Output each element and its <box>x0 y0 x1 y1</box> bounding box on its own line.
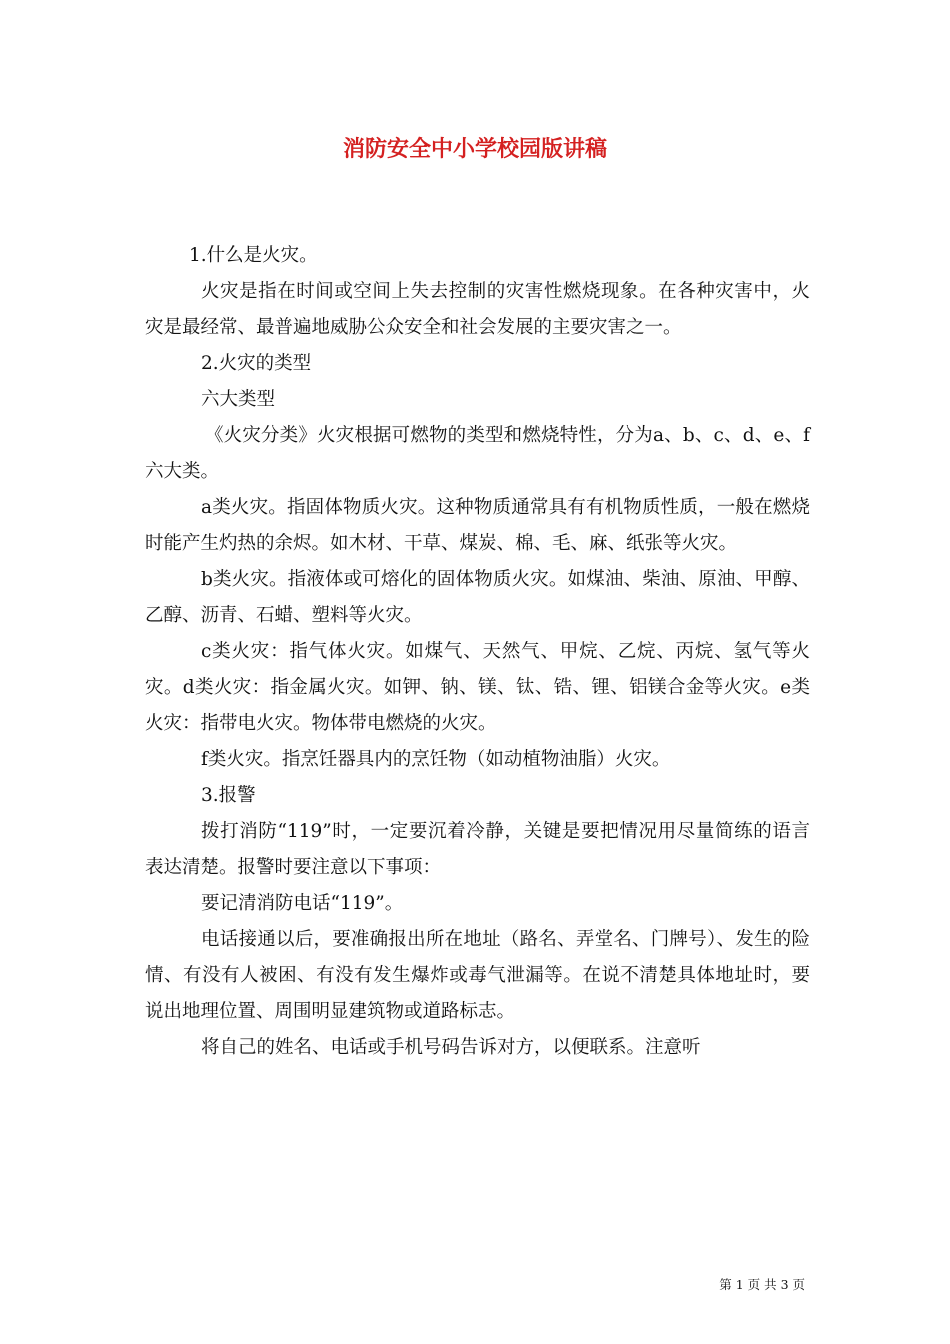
document-body <box>145 238 810 1066</box>
section-heading: 3.报警 <box>201 785 256 806</box>
section-heading: 1.什么是火灾。 <box>189 245 318 266</box>
page-number: 第 1 页 共 3 页 <box>719 1277 805 1292</box>
document-title: 消防安全中小学校园版讲稿 <box>342 137 607 162</box>
paragraph: f类火灾。指烹饪器具内的烹饪物（如动植物油脂）火灾。 <box>201 749 671 770</box>
paragraph: 六大类型 <box>201 389 276 410</box>
paragraph: a类火灾。指固体物质火灾。这种物质通常具有有机物质性质，一般在燃烧时能产生灼热的余烬。如木材、干草、煤炭、棉、毛、麻、纸张等火灾。 <box>145 497 810 554</box>
section-heading: 2.火灾的类型 <box>201 353 312 374</box>
paragraph: 要记清消防电话“119”。 <box>201 893 404 914</box>
paragraph: 将自己的姓名、电话或手机号码告诉对方，以便联系。注意听 <box>201 1037 701 1058</box>
paragraph: b类火灾。指液体或可熔化的固体物质火灾。如煤油、柴油、原油、甲醇、乙醇、沥青、石蜡、塑料等火灾。 <box>145 569 810 626</box>
paragraph: 拨打消防“119”时，一定要沉着冷静，关键是要把情况用尽量简练的语言表达清楚。报警时要注意以下事项： <box>145 821 810 878</box>
paragraph: c类火灾：指气体火灾。如煤气、天然气、甲烷、乙烷、丙烷、氢气等火灾。d类火灾：指金属火灾。如钾、钠、镁、钛、锆、锂、铝镁合金等火灾。e类火灾：指带电火灾。物体带电燃烧的火灾。 <box>145 641 810 734</box>
paragraph: 火灾是指在时间或空间上失去控制的灾害性燃烧现象。在各种灾害中，火灾是最经常、最普遍地威胁公众安全和社会发展的主要灾害之一。 <box>145 281 810 338</box>
paragraph: 电话接通以后，要准确报出所在地址（路名、弄堂名、门牌号）、发生的险情、有没有人被困、有没有发生爆炸或毒气泄漏等。在说不清楚具体地址时，要说出地理位置、周围明显建筑物或道路标志。 <box>145 929 810 1022</box>
paragraph: 《火灾分类》火灾根据可燃物的类型和燃烧特性，分为a、b、c、d、e、f六大类。 <box>145 425 810 482</box>
